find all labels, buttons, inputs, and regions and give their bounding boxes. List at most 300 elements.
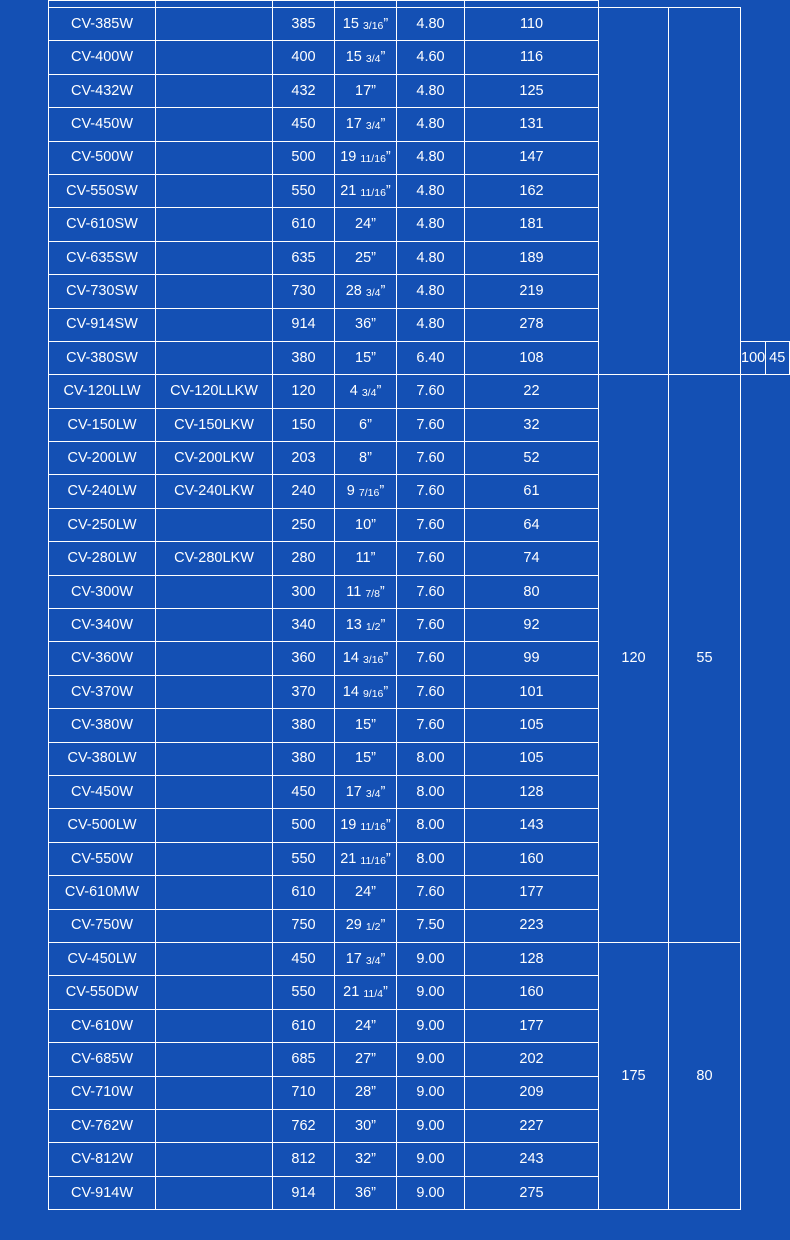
cell-value: 7.60	[397, 642, 465, 675]
cell-value: 7.60	[397, 408, 465, 441]
cell-weight: 125	[465, 74, 599, 107]
inch-mark: ”	[371, 516, 376, 533]
inch-whole: 30	[355, 1117, 372, 1134]
cell-weight: 181	[465, 208, 599, 241]
cell-model-primary: CV-120LLW	[49, 375, 156, 408]
cell-weight: 227	[465, 1109, 599, 1142]
inch-whole: 15	[355, 750, 372, 767]
cell-diameter-mm: 280	[273, 542, 335, 575]
cell-value: 4.80	[397, 308, 465, 341]
cell-diameter-inch	[335, 775, 397, 808]
cell-weight: 223	[465, 909, 599, 942]
inch-mark: ”	[383, 650, 389, 667]
inch-mark: ”	[385, 182, 391, 199]
cell-diameter-mm: 635	[273, 241, 335, 274]
cell-diameter-mm: 730	[273, 275, 335, 308]
inch-whole: 19	[340, 149, 357, 166]
inch-whole: 25	[355, 249, 372, 266]
cell-model-secondary	[156, 909, 273, 942]
cell-diameter-inch	[335, 108, 397, 141]
cell-diameter-inch	[335, 942, 397, 975]
cell-weight: 243	[465, 1143, 599, 1176]
cell-model-secondary	[156, 942, 273, 975]
cell-weight: 116	[465, 41, 599, 74]
inch-mark: ”	[380, 116, 386, 133]
cell-model-secondary	[156, 1076, 273, 1109]
inch-fraction: 11/16	[360, 153, 386, 166]
cell-value: 9.00	[397, 1009, 465, 1042]
cell-diameter-mm: 812	[273, 1143, 335, 1176]
cell-model-secondary	[156, 341, 273, 374]
cell-weight: 92	[465, 609, 599, 642]
cell-weight: 143	[465, 809, 599, 842]
cell-value: 9.00	[397, 942, 465, 975]
inch-mark: ”	[383, 984, 388, 1001]
cell-value: 9.00	[397, 1109, 465, 1142]
inch-whole: 10	[355, 516, 372, 533]
cell-value: 7.50	[397, 909, 465, 942]
cell-diameter-inch	[335, 308, 397, 341]
cell-diameter-inch	[335, 575, 397, 608]
cell-diameter-inch	[335, 174, 397, 207]
cell-diameter-mm: 432	[273, 74, 335, 107]
inch-whole: 17	[345, 116, 362, 133]
cell-weight: 202	[465, 1043, 599, 1076]
table-row-partial	[49, 1, 790, 8]
inch-mark: ”	[371, 1184, 376, 1201]
cell-value: 8.00	[397, 742, 465, 775]
cell-model-secondary	[156, 1043, 273, 1076]
cell-diameter-inch	[335, 442, 397, 475]
cell-group-value-1: 100	[741, 341, 766, 374]
inch-mark: ”	[379, 583, 385, 600]
inch-fraction: 1/2	[365, 921, 381, 934]
inch-whole: 28	[345, 282, 362, 299]
cell-diameter-inch	[335, 508, 397, 541]
cell-model-primary: CV-450W	[49, 775, 156, 808]
cell-value: 8.00	[397, 775, 465, 808]
inch-whole: 15	[355, 349, 372, 366]
cell-diameter-inch	[335, 609, 397, 642]
cell-value: 4.80	[397, 8, 465, 41]
inch-fraction: 3/4	[361, 387, 377, 400]
cell-model-secondary	[156, 108, 273, 141]
cell-model-primary: CV-240LW	[49, 475, 156, 508]
cell-model-secondary	[156, 809, 273, 842]
cell-diameter-mm: 240	[273, 475, 335, 508]
cell-value: 8.00	[397, 842, 465, 875]
cell-model-secondary	[156, 642, 273, 675]
inch-mark: ”	[371, 1017, 376, 1034]
cell-value: 8.00	[397, 809, 465, 842]
cell-weight: 52	[465, 442, 599, 475]
cell-diameter-inch	[335, 742, 397, 775]
cell-diameter-inch	[335, 375, 397, 408]
cell-diameter-mm: 710	[273, 1076, 335, 1109]
cell-diameter-mm: 370	[273, 675, 335, 708]
inch-mark: ”	[385, 817, 391, 834]
inch-fraction: 1/2	[365, 620, 381, 633]
cell-model-secondary	[156, 742, 273, 775]
cell-model-secondary	[156, 508, 273, 541]
cell-diameter-mm: 250	[273, 508, 335, 541]
cell-diameter-inch	[335, 41, 397, 74]
inch-fraction: 3/16	[362, 654, 384, 667]
cell-diameter-inch	[335, 642, 397, 675]
inch-whole: 14	[342, 683, 359, 700]
cell	[335, 1, 397, 8]
inch-mark: ”	[371, 1084, 376, 1101]
cell-group-value-2: 80	[669, 942, 741, 1209]
cell-model-primary: CV-500LW	[49, 809, 156, 842]
cell-weight: 108	[465, 341, 599, 374]
inch-fraction: 3/16	[362, 19, 384, 32]
cell-weight: 110	[465, 8, 599, 41]
inch-whole: 24	[355, 216, 372, 233]
cell-model-primary: CV-710W	[49, 1076, 156, 1109]
cell-weight: 219	[465, 275, 599, 308]
cell-value: 4.80	[397, 74, 465, 107]
table-row	[49, 8, 790, 41]
cell-weight: 105	[465, 742, 599, 775]
cell-diameter-inch	[335, 976, 397, 1009]
cell-model-primary: CV-280LW	[49, 542, 156, 575]
inch-fraction: 11/4	[363, 988, 383, 1001]
cell-diameter-inch	[335, 1009, 397, 1042]
cell-diameter-mm: 150	[273, 408, 335, 441]
cell-model-primary: CV-762W	[49, 1109, 156, 1142]
inch-whole: 11	[355, 550, 371, 567]
cell-diameter-mm: 914	[273, 1176, 335, 1209]
cell-model-primary: CV-914SW	[49, 308, 156, 341]
inch-mark: ”	[380, 950, 386, 967]
inch-whole: 17	[345, 950, 362, 967]
cell-diameter-mm: 400	[273, 41, 335, 74]
inch-mark: ”	[380, 917, 386, 934]
cell-value: 9.00	[397, 976, 465, 1009]
cell-diameter-inch	[335, 8, 397, 41]
cell-weight: 64	[465, 508, 599, 541]
cell-diameter-inch	[335, 74, 397, 107]
cell-model-secondary	[156, 8, 273, 41]
cell-diameter-inch	[335, 542, 397, 575]
cell-diameter-mm: 450	[273, 775, 335, 808]
cell-model-primary: CV-380LW	[49, 742, 156, 775]
cell-value: 6.40	[397, 341, 465, 374]
cell-model-primary: CV-610W	[49, 1009, 156, 1042]
cell-model-secondary	[156, 1176, 273, 1209]
cell-model-primary: CV-400W	[49, 41, 156, 74]
cell-weight: 275	[465, 1176, 599, 1209]
cell-value: 4.60	[397, 41, 465, 74]
cell-diameter-inch	[335, 709, 397, 742]
cell-value: 9.00	[397, 1043, 465, 1076]
inch-mark: ”	[376, 383, 382, 400]
cell-diameter-mm: 203	[273, 442, 335, 475]
inch-mark: ”	[380, 49, 386, 66]
cell-value: 7.60	[397, 508, 465, 541]
cell	[397, 1, 465, 8]
inch-mark: ”	[371, 316, 376, 333]
cell-diameter-mm: 750	[273, 909, 335, 942]
inch-whole: 27	[355, 1050, 372, 1067]
cell-value: 4.80	[397, 241, 465, 274]
inch-mark: ”	[371, 249, 376, 266]
cell-group-value-2: 45	[765, 341, 790, 374]
cell-model-primary: CV-340W	[49, 609, 156, 642]
cell-weight: 160	[465, 976, 599, 1009]
inch-fraction: 3/4	[365, 286, 381, 299]
cell-model-primary: CV-550W	[49, 842, 156, 875]
cell-weight: 101	[465, 675, 599, 708]
cell-model-secondary	[156, 174, 273, 207]
cell-group-value-2	[669, 8, 741, 375]
inch-whole: 32	[355, 1151, 372, 1168]
cell-weight: 32	[465, 408, 599, 441]
cell-model-secondary	[156, 1109, 273, 1142]
cell-model-secondary: CV-120LLKW	[156, 375, 273, 408]
cell-model-primary: CV-550SW	[49, 174, 156, 207]
inch-mark: ”	[371, 349, 376, 366]
cell-model-primary: CV-250LW	[49, 508, 156, 541]
inch-mark: ”	[385, 149, 391, 166]
cell-weight: 61	[465, 475, 599, 508]
cell-diameter-inch	[335, 241, 397, 274]
cell-weight: 209	[465, 1076, 599, 1109]
cell-model-primary: CV-150LW	[49, 408, 156, 441]
cell-diameter-inch	[335, 141, 397, 174]
cell-weight: 131	[465, 108, 599, 141]
cell-model-primary: CV-200LW	[49, 442, 156, 475]
cell-weight: 162	[465, 174, 599, 207]
cell-weight: 147	[465, 141, 599, 174]
cell-value: 7.60	[397, 609, 465, 642]
cell-model-primary: CV-812W	[49, 1143, 156, 1176]
cell-diameter-inch	[335, 1143, 397, 1176]
cell-model-secondary	[156, 74, 273, 107]
cell-diameter-mm: 380	[273, 709, 335, 742]
cell-weight: 128	[465, 775, 599, 808]
cell-diameter-mm: 762	[273, 1109, 335, 1142]
cell-diameter-mm: 685	[273, 1043, 335, 1076]
cell-diameter-inch	[335, 1076, 397, 1109]
inch-whole: 4	[349, 383, 358, 400]
inch-mark: ”	[367, 449, 372, 466]
cell-diameter-inch	[335, 842, 397, 875]
cell-value: 7.60	[397, 442, 465, 475]
inch-fraction: 7/16	[358, 487, 380, 500]
inch-whole: 17	[345, 783, 362, 800]
inch-whole: 17	[355, 82, 372, 99]
cell-value: 4.80	[397, 275, 465, 308]
inch-whole: 24	[355, 884, 372, 901]
cell-model-primary: CV-610MW	[49, 876, 156, 909]
inch-whole: 21	[343, 984, 360, 1001]
cell-diameter-mm: 340	[273, 609, 335, 642]
cell-model-primary: CV-685W	[49, 1043, 156, 1076]
cell-diameter-inch	[335, 909, 397, 942]
inch-mark: ”	[371, 1050, 376, 1067]
cell-model-secondary	[156, 609, 273, 642]
inch-fraction: 3/4	[365, 53, 381, 66]
inch-whole: 21	[340, 182, 357, 199]
cell-diameter-mm: 450	[273, 108, 335, 141]
cell-value: 7.60	[397, 675, 465, 708]
cell-weight: 74	[465, 542, 599, 575]
inch-whole: 8	[359, 449, 368, 466]
cell-value: 4.80	[397, 174, 465, 207]
cell-model-secondary	[156, 976, 273, 1009]
inch-mark: ”	[383, 15, 389, 32]
cell-model-secondary	[156, 275, 273, 308]
cell-diameter-mm: 380	[273, 341, 335, 374]
cell	[156, 1, 273, 8]
cell	[273, 1, 335, 8]
cell-model-secondary	[156, 308, 273, 341]
inch-whole: 14	[342, 650, 359, 667]
cell-diameter-mm: 914	[273, 308, 335, 341]
cell-value: 9.00	[397, 1176, 465, 1209]
cell-model-primary: CV-450W	[49, 108, 156, 141]
table-row	[49, 375, 790, 408]
cell-diameter-mm: 550	[273, 842, 335, 875]
cell-weight: 22	[465, 375, 599, 408]
specifications-table	[48, 0, 790, 1210]
inch-whole: 19	[340, 817, 357, 834]
cell-model-secondary	[156, 241, 273, 274]
cell-model-primary: CV-750W	[49, 909, 156, 942]
cell-diameter-mm: 385	[273, 8, 335, 41]
inch-whole: 36	[355, 316, 372, 333]
inch-whole: 28	[355, 1084, 372, 1101]
inch-whole: 6	[359, 416, 368, 433]
cell-weight: 189	[465, 241, 599, 274]
cell-model-primary: CV-380SW	[49, 341, 156, 374]
cell-model-primary: CV-360W	[49, 642, 156, 675]
cell-diameter-inch	[335, 1109, 397, 1142]
cell-model-primary: CV-300W	[49, 575, 156, 608]
cell-value: 9.00	[397, 1076, 465, 1109]
cell-model-secondary	[156, 141, 273, 174]
cell-diameter-inch	[335, 475, 397, 508]
inch-whole: 15	[342, 15, 359, 32]
cell-model-secondary	[156, 876, 273, 909]
cell-diameter-inch	[335, 876, 397, 909]
cell-diameter-inch	[335, 275, 397, 308]
inch-whole: 29	[345, 917, 362, 934]
cell-model-secondary	[156, 675, 273, 708]
cell-value: 9.00	[397, 1143, 465, 1176]
inch-fraction: 11/16	[360, 186, 386, 199]
cell-value: 4.80	[397, 208, 465, 241]
cell-model-primary: CV-914W	[49, 1176, 156, 1209]
cell-weight: 80	[465, 575, 599, 608]
inch-mark: ”	[371, 1117, 376, 1134]
cell-model-secondary	[156, 775, 273, 808]
cell-model-secondary	[156, 709, 273, 742]
table-row	[49, 942, 790, 975]
cell-diameter-inch	[335, 1176, 397, 1209]
cell-weight: 278	[465, 308, 599, 341]
inch-whole: 24	[355, 1017, 372, 1034]
cell-group-value-2: 55	[669, 375, 741, 943]
cell-group-value-1: 175	[599, 942, 669, 1209]
cell-diameter-mm: 380	[273, 742, 335, 775]
cell-group-value-1: 120	[599, 375, 669, 943]
cell-model-secondary: CV-280LKW	[156, 542, 273, 575]
cell-model-primary: CV-610SW	[49, 208, 156, 241]
cell-model-secondary	[156, 208, 273, 241]
inch-whole: 21	[340, 850, 357, 867]
cell-diameter-inch	[335, 675, 397, 708]
cell-model-secondary	[156, 575, 273, 608]
inch-mark: ”	[371, 884, 376, 901]
inch-fraction: 3/4	[365, 120, 381, 133]
inch-fraction: 7/8	[365, 587, 380, 600]
cell-model-secondary	[156, 1143, 273, 1176]
cell-model-secondary: CV-200LKW	[156, 442, 273, 475]
inch-fraction: 9/16	[362, 687, 384, 700]
cell-model-secondary: CV-150LKW	[156, 408, 273, 441]
cell-diameter-mm: 500	[273, 141, 335, 174]
inch-mark: ”	[371, 82, 376, 99]
cell-model-primary: CV-450LW	[49, 942, 156, 975]
inch-mark: ”	[380, 282, 386, 299]
cell-model-primary: CV-635SW	[49, 241, 156, 274]
inch-mark: ”	[370, 550, 376, 567]
cell-model-primary: CV-730SW	[49, 275, 156, 308]
cell-weight: 128	[465, 942, 599, 975]
inch-mark: ”	[371, 1151, 376, 1168]
cell	[49, 1, 156, 8]
cell-weight: 105	[465, 709, 599, 742]
inch-mark: ”	[367, 416, 372, 433]
inch-fraction: 3/4	[365, 787, 381, 800]
cell-value: 7.60	[397, 375, 465, 408]
inch-mark: ”	[380, 616, 386, 633]
table-body	[49, 1, 790, 1210]
cell-value: 4.80	[397, 141, 465, 174]
cell-diameter-mm: 450	[273, 942, 335, 975]
cell-weight: 177	[465, 876, 599, 909]
cell-value: 7.60	[397, 575, 465, 608]
inch-whole: 13	[345, 616, 362, 633]
cell-diameter-mm: 550	[273, 174, 335, 207]
cell-model-primary: CV-500W	[49, 141, 156, 174]
cell-model-secondary	[156, 842, 273, 875]
cell-value: 7.60	[397, 475, 465, 508]
cell-model-secondary	[156, 41, 273, 74]
inch-mark: ”	[385, 850, 391, 867]
cell-model-secondary: CV-240LKW	[156, 475, 273, 508]
cell-weight: 160	[465, 842, 599, 875]
cell-value: 7.60	[397, 542, 465, 575]
inch-mark: ”	[371, 216, 376, 233]
inch-whole: 36	[355, 1184, 372, 1201]
cell-diameter-mm: 610	[273, 876, 335, 909]
cell	[465, 1, 599, 8]
cell-diameter-mm: 300	[273, 575, 335, 608]
cell-diameter-mm: 550	[273, 976, 335, 1009]
cell-model-primary: CV-385W	[49, 8, 156, 41]
inch-whole: 15	[355, 717, 372, 734]
cell-model-primary: CV-370W	[49, 675, 156, 708]
inch-mark: ”	[380, 783, 386, 800]
inch-mark: ”	[383, 683, 389, 700]
inch-whole: 9	[346, 483, 355, 500]
cell-diameter-inch	[335, 1043, 397, 1076]
cell-diameter-mm: 360	[273, 642, 335, 675]
